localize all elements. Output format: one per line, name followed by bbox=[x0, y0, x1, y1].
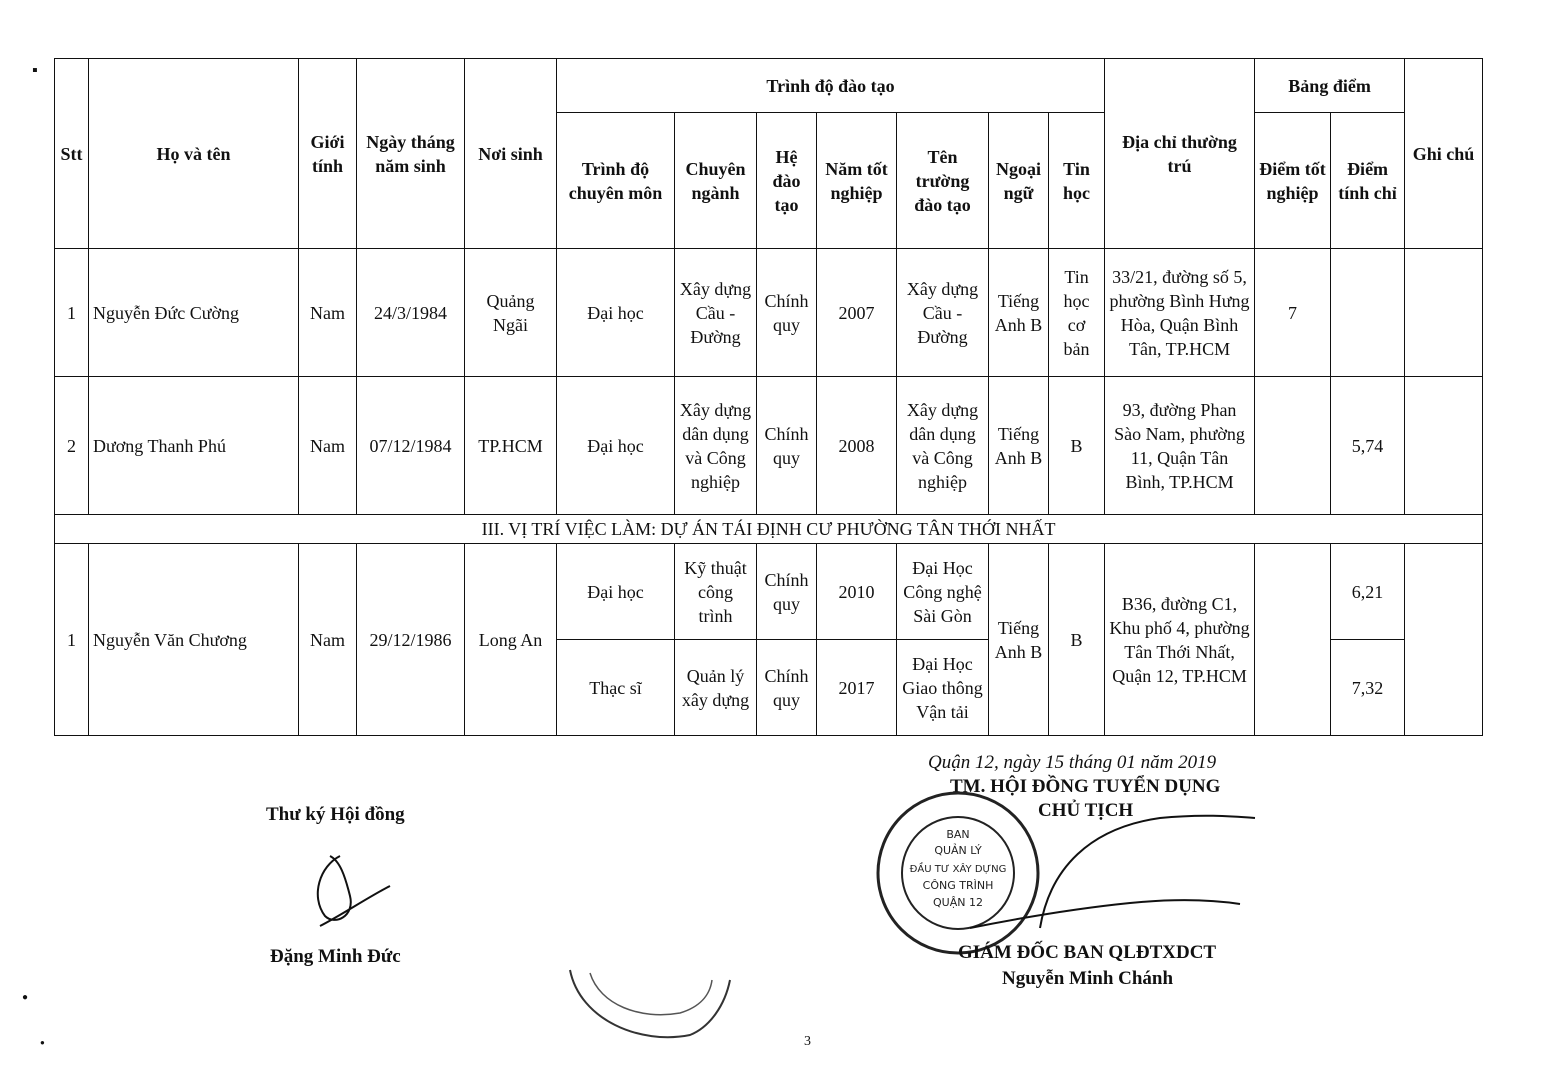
stamp-line-4: CÔNG TRÌNH bbox=[922, 879, 994, 892]
cell-credit-score: 7,32 bbox=[1331, 640, 1405, 736]
cell-level: Thạc sĩ bbox=[557, 640, 675, 736]
cell-birthplace: Quảng Ngãi bbox=[465, 249, 557, 377]
scan-mark: ● bbox=[22, 992, 29, 1003]
chair-title: CHỦ TỊCH bbox=[1038, 800, 1134, 821]
stamp-line-3: ĐẦU TƯ XÂY DỰNG bbox=[909, 864, 1007, 875]
section-row bbox=[55, 515, 1483, 544]
cell-it: B bbox=[1049, 544, 1105, 736]
secretary-name: Đặng Minh Đức bbox=[270, 946, 401, 967]
cell-level: Đại học bbox=[557, 249, 675, 377]
cell-note bbox=[1405, 249, 1483, 377]
cell-major: Xây dựng Cầu - Đường bbox=[675, 249, 757, 377]
header-gender: Giới tính bbox=[299, 59, 357, 249]
date-line: Quận 12, ngày 15 tháng 01 năm 2019 bbox=[928, 752, 1217, 773]
cell-gender: Nam bbox=[299, 544, 357, 736]
cell-note bbox=[1405, 377, 1483, 515]
cell-address: B36, đường C1, Khu phố 4, phường Tân Thới Nhất, Quận 12, TP.HCM bbox=[1105, 544, 1255, 736]
chair-signature bbox=[960, 808, 1260, 958]
cell-year: 2007 bbox=[817, 249, 897, 377]
cell-birthplace: Long An bbox=[465, 544, 557, 736]
stamp-line-1: BAN bbox=[946, 828, 970, 841]
cell-address: 33/21, đường số 5, phường Bình Hưng Hòa, Quận Bình Tân, TP.HCM bbox=[1105, 249, 1255, 377]
chair-position: GIÁM ĐỐC BAN QLĐTXDCT bbox=[958, 942, 1217, 963]
table-row bbox=[55, 544, 1483, 640]
cell-dob: 29/12/1986 bbox=[357, 544, 465, 736]
header-note: Ghi chú bbox=[1405, 59, 1483, 249]
cell-gender: Nam bbox=[299, 377, 357, 515]
header-school: Tên trường đào tạo bbox=[897, 113, 989, 249]
cell-gender: Nam bbox=[299, 249, 357, 377]
cell-system: Chính quy bbox=[757, 249, 817, 377]
header-scores: Bảng điểm bbox=[1255, 59, 1405, 113]
cell-school: Xây dựng Cầu - Đường bbox=[897, 249, 989, 377]
cell-grad-score bbox=[1255, 544, 1331, 736]
secretary-title: Thư ký Hội đồng bbox=[266, 804, 405, 825]
cell-it: B bbox=[1049, 377, 1105, 515]
table-row bbox=[55, 249, 1483, 377]
cell-language: Tiếng Anh B bbox=[989, 249, 1049, 377]
header-system: Hệ đào tạo bbox=[757, 113, 817, 249]
cell-address: 93, đường Phan Sào Nam, phường 11, Quận Tân Bình, TP.HCM bbox=[1105, 377, 1255, 515]
cell-stt: 2 bbox=[55, 377, 89, 515]
cell-major: Xây dựng dân dụng và Công nghiệp bbox=[675, 377, 757, 515]
header-major: Chuyên ngành bbox=[675, 113, 757, 249]
cell-level: Đại học bbox=[557, 377, 675, 515]
header-address: Địa chỉ thường trú bbox=[1105, 59, 1255, 249]
cell-name: Dương Thanh Phú bbox=[89, 377, 299, 515]
cell-language: Tiếng Anh B bbox=[989, 544, 1049, 736]
cell-credit-score bbox=[1331, 249, 1405, 377]
cell-year: 2008 bbox=[817, 377, 897, 515]
header-grad-score: Điểm tốt nghiệp bbox=[1255, 113, 1331, 249]
cell-credit-score: 6,21 bbox=[1331, 544, 1405, 640]
cell-name: Nguyễn Văn Chương bbox=[89, 544, 299, 736]
cell-it: Tin học cơ bản bbox=[1049, 249, 1105, 377]
header-stt: Stt bbox=[55, 59, 89, 249]
cell-system: Chính quy bbox=[757, 640, 817, 736]
cell-dob: 07/12/1984 bbox=[357, 377, 465, 515]
cell-school: Xây dựng dân dụng và Công nghiệp bbox=[897, 377, 989, 515]
header-year: Năm tốt nghiệp bbox=[817, 113, 897, 249]
cell-grad-score: 7 bbox=[1255, 249, 1331, 377]
header-language: Ngoại ngữ bbox=[989, 113, 1049, 249]
header-it: Tin học bbox=[1049, 113, 1105, 249]
cell-major: Quản lý xây dựng bbox=[675, 640, 757, 736]
cell-birthplace: TP.HCM bbox=[465, 377, 557, 515]
council-title: TM. HỘI ĐỒNG TUYỂN DỤNG bbox=[950, 776, 1221, 797]
secretary-signature bbox=[300, 846, 400, 936]
cell-major: Kỹ thuật công trình bbox=[675, 544, 757, 640]
scan-mark: ● bbox=[40, 1038, 45, 1047]
cell-credit-score: 5,74 bbox=[1331, 377, 1405, 515]
cell-year: 2010 bbox=[817, 544, 897, 640]
cell-name: Nguyễn Đức Cường bbox=[89, 249, 299, 377]
header-training: Trình độ đào tạo bbox=[557, 59, 1105, 113]
header-level: Trình độ chuyên môn bbox=[557, 113, 675, 249]
candidate-table bbox=[54, 58, 1483, 736]
cell-stt: 1 bbox=[55, 249, 89, 377]
chair-name: Nguyễn Minh Chánh bbox=[1002, 968, 1174, 989]
partial-stamp bbox=[560, 965, 740, 1045]
scan-mark: ▪ bbox=[32, 62, 38, 79]
header-name: Họ và tên bbox=[89, 59, 299, 249]
cell-school: Đại Học Giao thông Vận tải bbox=[897, 640, 989, 736]
cell-language: Tiếng Anh B bbox=[989, 377, 1049, 515]
stamp-line-2: QUẢN LÝ bbox=[934, 844, 982, 857]
cell-dob: 24/3/1984 bbox=[357, 249, 465, 377]
cell-note bbox=[1405, 544, 1483, 736]
cell-system: Chính quy bbox=[757, 377, 817, 515]
section-title: III. VỊ TRÍ VIỆC LÀM: DỰ ÁN TÁI ĐỊNH CƯ PHƯỜNG TÂN THỚI NHẤT bbox=[55, 515, 1483, 544]
header-birthplace: Nơi sinh bbox=[465, 59, 557, 249]
cell-system: Chính quy bbox=[757, 544, 817, 640]
stamp-line-5: QUẬN 12 bbox=[933, 896, 983, 909]
page-number: 3 bbox=[804, 1034, 811, 1049]
header-credit-score: Điểm tính chỉ bbox=[1331, 113, 1405, 249]
header-dob: Ngày tháng năm sinh bbox=[357, 59, 465, 249]
cell-grad-score bbox=[1255, 377, 1331, 515]
cell-level: Đại học bbox=[557, 544, 675, 640]
table-row bbox=[55, 377, 1483, 515]
cell-school: Đại Học Công nghệ Sài Gòn bbox=[897, 544, 989, 640]
cell-stt: 1 bbox=[55, 544, 89, 736]
cell-year: 2017 bbox=[817, 640, 897, 736]
